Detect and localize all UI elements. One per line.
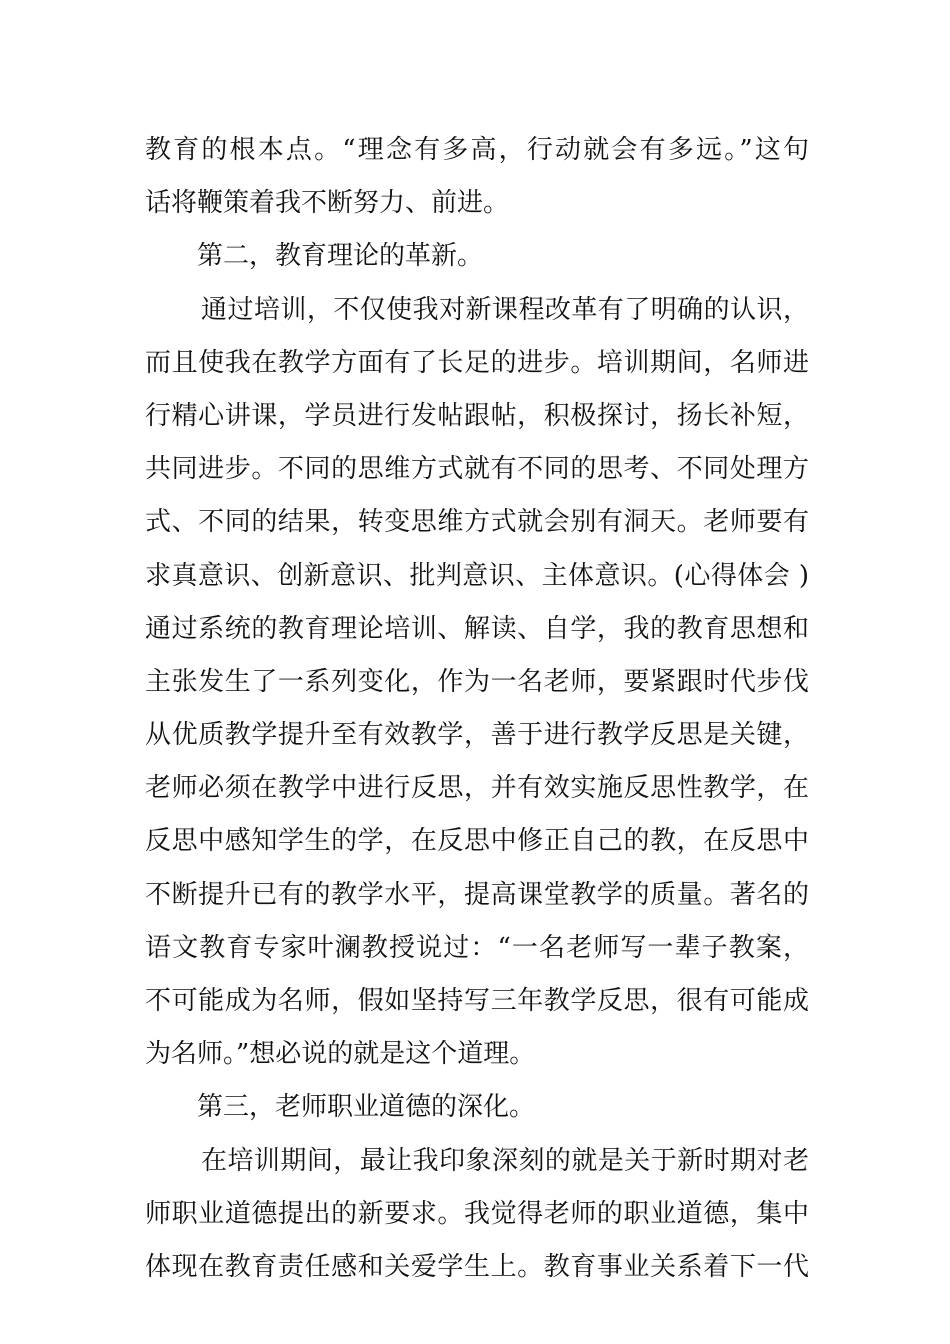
body-line: 语文教育专家叶澜教授说过：“一名老师写一辈子教案， — [145, 932, 809, 963]
body-line: 老师必须在教学中进行反思，并有效实施反思性教学，在 — [145, 773, 809, 804]
body-line: 求真意识、创新意识、批判意识、主体意识。(心得体会 ) — [145, 560, 809, 591]
body-line: 主张发生了一系列变化，作为一名老师，要紧跟时代步伐 — [145, 666, 809, 697]
body-line: 而且使我在教学方面有了长足的进步。培训期间，名师进 — [145, 347, 809, 378]
body-line: 在培训期间，最让我印象深刻的就是关于新时期对老 — [201, 1145, 809, 1176]
section-heading: 第二，教育理论的革新。 — [197, 241, 484, 272]
document-body — [145, 124, 809, 1294]
body-line: 为名师。”想必说的就是这个道理。 — [145, 1039, 536, 1070]
section-heading: 第三，老师职业道德的深化。 — [197, 1092, 536, 1123]
body-line: 话将鞭策着我不断努力、前进。 — [145, 188, 510, 219]
body-line: 体现在教育责任感和关爱学生上。教育事业关系着下一代 — [145, 1251, 809, 1282]
body-line: 反思中感知学生的学，在反思中修正自己的教，在反思中 — [145, 826, 809, 857]
body-line: 共同进步。不同的思维方式就有不同的思考、不同处理方 — [145, 454, 809, 485]
body-line: 通过培训，不仅使我对新课程改革有了明确的认识， — [201, 294, 809, 325]
body-line: 教育的根本点。“理念有多高，行动就会有多远。”这句 — [145, 135, 809, 165]
body-line: 通过系统的教育理论培训、解读、自学，我的教育思想和 — [145, 613, 809, 644]
body-line: 师职业道德提出的新要求。我觉得老师的职业道德，集中 — [145, 1198, 809, 1229]
body-line: 不断提升已有的教学水平，提高课堂教学的质量。著名的 — [145, 879, 809, 910]
body-line: 从优质教学提升至有效教学，善于进行教学反思是关键， — [145, 720, 809, 751]
body-line: 不可能成为名师，假如坚持写三年教学反思，很有可能成 — [145, 986, 809, 1016]
body-line: 式、不同的结果，转变思维方式就会别有洞天。老师要有 — [145, 507, 809, 538]
body-line: 行精心讲课，学员进行发帖跟帖，积极探讨，扬长补短， — [145, 400, 809, 431]
